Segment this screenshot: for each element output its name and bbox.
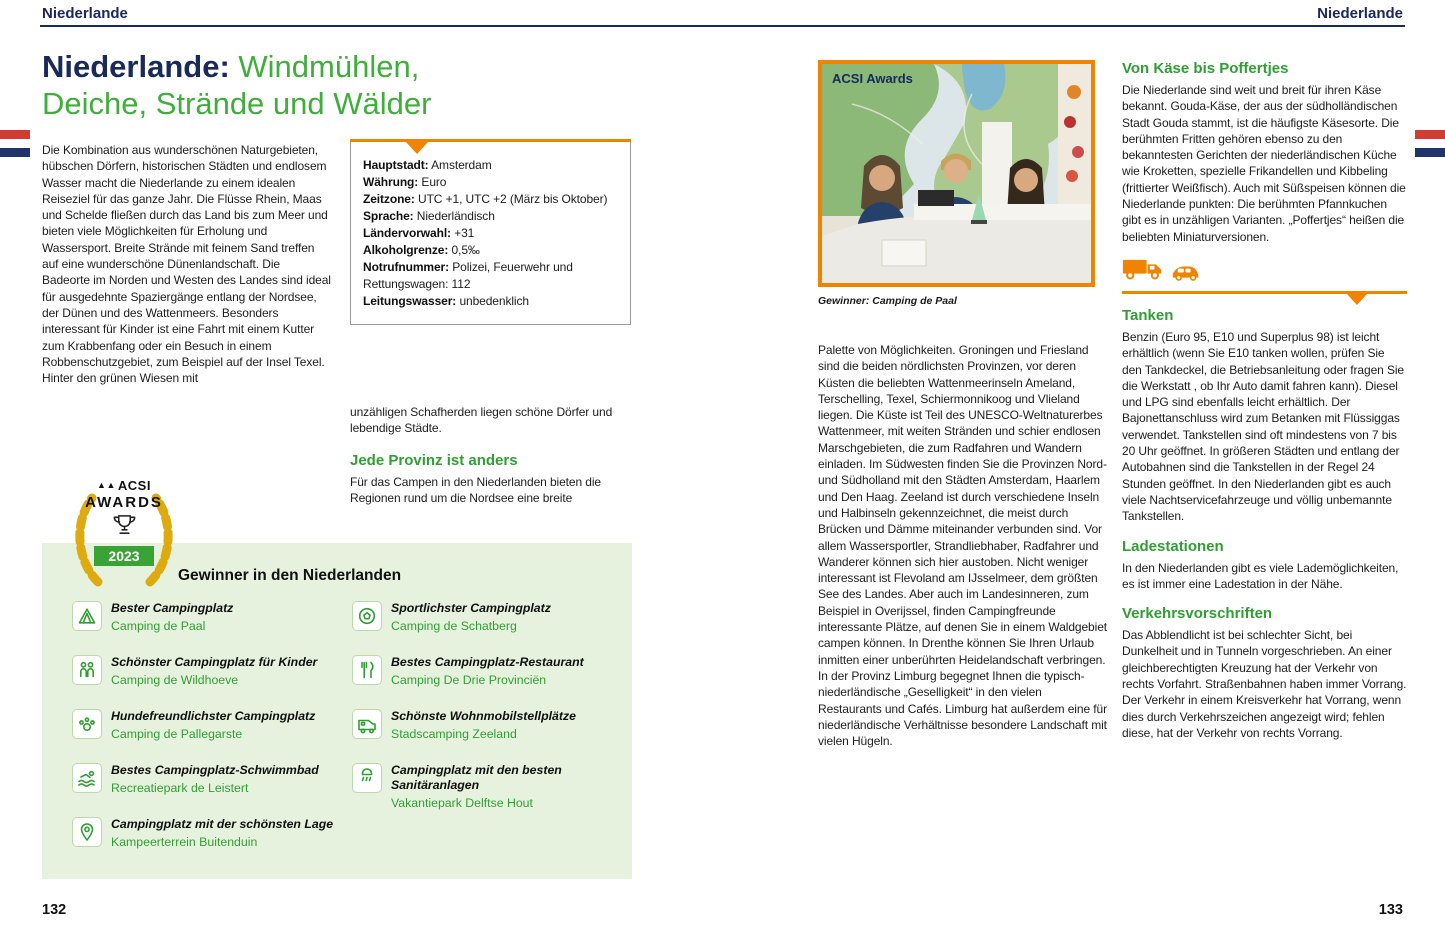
award-winner: Recreatiepark de Leistert — [111, 781, 249, 795]
dutch-flag-accent-right-red — [1415, 130, 1445, 139]
restaurant-icon — [352, 655, 382, 685]
acsi-awards-logo — [66, 464, 182, 590]
award-item — [72, 817, 334, 850]
dog-paw-icon — [72, 709, 102, 739]
fact-row: Zeitzone: UTC +1, UTC +2 (März bis Oktober) — [363, 192, 608, 206]
children-icon — [72, 655, 102, 685]
intro-continuation: unzähligen Schafherden liegen schöne Dörfer und lebendige Städte. — [350, 405, 613, 436]
fact-row: Notrufnummer: Polizei, Feuerwehr und Rettungswagen: 112 — [363, 260, 573, 291]
page-number-left: 132 — [42, 902, 67, 918]
award-item — [72, 655, 334, 688]
winners-column-left — [72, 601, 334, 871]
chapter-title-subtitle-1: Windmühlen, — [229, 49, 420, 84]
award-winner: Camping De Drie Provinciën — [391, 673, 547, 687]
section-heading: Von Käse bis Poffertjes — [1122, 60, 1289, 77]
award-winner: Camping de Schatberg — [391, 619, 517, 633]
award-winner: Vakantiepark Delftse Hout — [391, 796, 533, 810]
fact-row: Alkoholgrenze: 0,5‰ — [363, 243, 480, 257]
running-header-left: Niederlande — [42, 5, 128, 22]
section-text: Benzin (Euro 95, E10 und Superplus 98) ist leicht erhältlich (wenn Sie E10 tanken wollen, prüfen Sie den Tankdeckel, die Betriebsanleitung oder fragen Sie die Werkstatt , ob Ihr Auto damit fahren kann). Diesel und LPG sind ebenfalls leicht erhältlich. Der Bajonettanschluss wird zum Betanken mit Flüssiggas verwendet. Tankstellen sind oft mindestens von 7 bis 20 Uhr geöffnet. In größeren Städten und entlang der Autobahnen sind die Tankstellen in der Regel 24 Stunden geöffnet. In den Niederlanden gibt es auch viele Nachtservicefahrzeuge und völlig unbemannte Tankstellen. — [1122, 329, 1405, 524]
award-category: Schönster Campingplatz für Kinder — [111, 655, 318, 669]
page-number-right: 133 — [1378, 902, 1403, 918]
section-charging — [1122, 538, 1407, 593]
section-text: Das Abblendlicht ist bei schlechter Sicht, bei Dunkelheit und in Tunneln vorgeschrieben. An einer gleichberechtigten Kreuzung hat der Verkehr von rechts Vorfahrt. Straßenbahnen haben immer Vorrang. Der Verkehr in einem Kreisverkehr hat Vorrang, wenn dies durch Verkehrszeichen angezeigt wird; fehlen diese, hat der Verkehr von rechts Vorrang. — [1122, 628, 1407, 740]
photo-camping-de-paal — [818, 60, 1095, 287]
chapter-title-country: Niederlande: — [42, 49, 230, 84]
award-category: Bester Campingplatz — [111, 601, 234, 615]
sanitary-icon — [352, 763, 382, 793]
dutch-flag-accent-right-blue — [1415, 148, 1445, 157]
winners-column-right — [352, 601, 614, 832]
award-item — [352, 763, 614, 811]
photo-overlay-label: ACSI Awards — [832, 71, 913, 86]
intro-continuation-block — [350, 404, 634, 506]
swimming-pool-icon — [72, 763, 102, 793]
award-category: Bestes Campingplatz-Restaurant — [391, 655, 584, 669]
section-heading: Ladestationen — [1122, 537, 1224, 555]
section-traffic-rules — [1122, 605, 1407, 741]
award-item — [72, 763, 334, 796]
divider-arrow-down-icon — [1347, 294, 1367, 305]
country-facts-box — [350, 140, 631, 325]
right-column — [1122, 60, 1407, 741]
fact-row: Hauptstadt: Amsterdam — [363, 158, 492, 172]
trophy-icon — [66, 513, 182, 543]
fact-row: Ländervorwahl: +31 — [363, 226, 475, 240]
photo-illustration — [822, 64, 1091, 283]
infobox-arrow-down-icon — [406, 142, 428, 154]
section-food — [1122, 60, 1407, 245]
section-text: In den Niederlanden gibt es viele Lademöglichkeiten, es ist immer eine Ladestation in der Nähe. — [1122, 560, 1399, 591]
province-heading: Jede Provinz ist anders — [350, 451, 518, 469]
section-text: Die Niederlande sind weit und breit für ihren Käse bekannt. Gouda-Käse, der aus der südholländischen Stadt Gouda stammt, ist die häufigste Käsesorte. Die berühmten Fritten gehören ebenso zu den bekanntesten Gerichten der niederländischen Küche wie Kroketten, spezielle Frikandellen und Kibbeling (frittierter Weißfisch). Auch mit Süßspeisen können die Niederlande punkten: Die berühmten Pfannkuchen gibt es in unzähligen Varianten. „Poffertjes“ heißen die beliebten Miniaturversionen. — [1122, 83, 1406, 244]
award-item — [72, 601, 334, 634]
award-item — [352, 601, 614, 634]
award-category: Campingplatz mit den besten Sanitäranlagen — [391, 763, 562, 792]
award-year-badge: 2023 — [94, 546, 153, 566]
award-category: Hundefreundlichster Campingplatz — [111, 709, 316, 723]
running-header-right: Niederlande — [1317, 5, 1403, 22]
awards-word: AWARDS — [85, 494, 163, 511]
tent-logo-icon: ▲▲ — [97, 480, 116, 490]
car-icon — [1170, 264, 1201, 286]
award-item — [352, 655, 614, 688]
header-rule — [40, 25, 1405, 27]
sports-icon — [352, 601, 382, 631]
section-heading: Verkehrsvorschriften — [1122, 605, 1273, 623]
vehicles-divider — [1122, 259, 1407, 294]
provinces-paragraph: Palette von Möglichkeiten. Groningen und Friesland sind die beiden nördlichsten Provinzen, vor deren Küsten die beliebten Wattenmeerinseln Ameland, Terschelling, Texel, Schiermonnikoog und Vlieland liegen. Die Küste ist Teil des UNESCO-Weltnaturerbes Wattenmeer, mit weiten Stränden und schier endlosen Marschgebieten, die zum Radfahren und Wandern einladen. Im Südwesten finden Sie die Provinzen Nord- und Südholland mit den Städten Amsterdam, Haarlem und Den Haag. Zeeland ist durch verschiedene Inseln und Halbinseln gekennzeichnet, die meist durch Brücken und Dämme miteinander verbunden sind. Vor allem Wassersportler, Strandliebhaber, Radfahrer und Wanderer können sich hier austoben. Nicht weniger interessant ist Flevoland am IJsselmeer, dem größten See des Landes. Aber auch im Landesinneren, zum Beispiel in Overijssel, finden Campingfreunde interessante Plätze, auf denen Sie in einem Waldgebiet campen können. In Drenthe können Sie Ihren Urlaub inmitten einer unberührten Heidelandschaft verbringen. In der Provinz Limburg begegnet Ihnen die typisch-niederländische „Geselligkeit“ in den vielen Restaurants und Cafés. Limburg hat außerdem eine für niederländische Verhältnisse besondere Landschaft mit vielen Hügeln. — [818, 343, 1108, 749]
tent-icon — [72, 601, 102, 631]
province-text: Für das Campen in den Niederlanden bieten die Regionen rund um die Nordsee eine breite — [350, 474, 601, 505]
acsi-brand: ▲▲ ACSI — [97, 478, 151, 493]
dutch-flag-accent-left-blue — [0, 148, 30, 157]
divider-orange-rule — [1122, 291, 1407, 294]
award-category: Bestes Campingplatz-Schwimmbad — [111, 763, 319, 777]
award-winner: Stadscamping Zeeland — [391, 727, 517, 741]
award-winner: Camping de Wildhoeve — [111, 673, 239, 687]
intro-paragraph: Die Kombination aus wunderschönen Naturgebieten, hübschen Dörfern, historischen Städten und endlosem Wasser macht die Niederlande zu einem idealen Reiseziel für das ganze Jahr. Die Flüsse Rhein, Maas und Schelde fließen durch das Land bis zum Meer und bieten viele Möglichkeiten für Erholung und Wassersport. Breite Strände mit feinem Sand treffen auf eine wunderschöne Dünenlandschaft. Die Badeorte im Norden und Westen des Landes sind ideal für ausgedehnte Spaziergänge entlang der Nordsee, der Dünen und des Wattenmeers. Besonders interessant für Kinder ist eine Fahrt mit einem Kutter zum Krabbenfang oder ein Besuch in einem Robbenschutzgebiet, zum Beispiel auf der Insel Texel. Hinter den grünen Wiesen mit — [42, 143, 331, 386]
infobox-orange-rule — [350, 139, 631, 142]
winners-box — [42, 543, 632, 879]
chapter-title — [42, 48, 662, 122]
camper-icon — [352, 709, 382, 739]
location-pin-icon — [72, 817, 102, 847]
award-winner: Kampeerterrein Buitenduin — [111, 835, 258, 849]
section-heading: Tanken — [1122, 306, 1174, 324]
award-winner: Camping de Pallegarste — [111, 727, 243, 741]
award-category: Schönste Wohnmobilstellplätze — [391, 709, 576, 723]
chapter-title-subtitle-2: Deiche, Strände und Wälder — [42, 86, 432, 121]
fact-row: Leitungswasser: unbedenklich — [363, 294, 529, 308]
photo-caption: Gewinner: Camping de Paal — [818, 295, 957, 307]
fact-row: Währung: Euro — [363, 175, 447, 189]
dutch-flag-accent-left-red — [0, 130, 30, 139]
fact-row: Sprache: Niederländisch — [363, 209, 495, 223]
award-item — [352, 709, 614, 742]
truck-icon — [1122, 257, 1164, 286]
winners-box-title: Gewinner in den Niederlanden — [178, 567, 402, 584]
award-winner: Camping de Paal — [111, 619, 206, 633]
section-fuel — [1122, 307, 1407, 525]
award-item — [72, 709, 334, 742]
award-category: Campingplatz mit der schönsten Lage — [111, 817, 334, 831]
award-category: Sportlichster Campingplatz — [391, 601, 551, 615]
